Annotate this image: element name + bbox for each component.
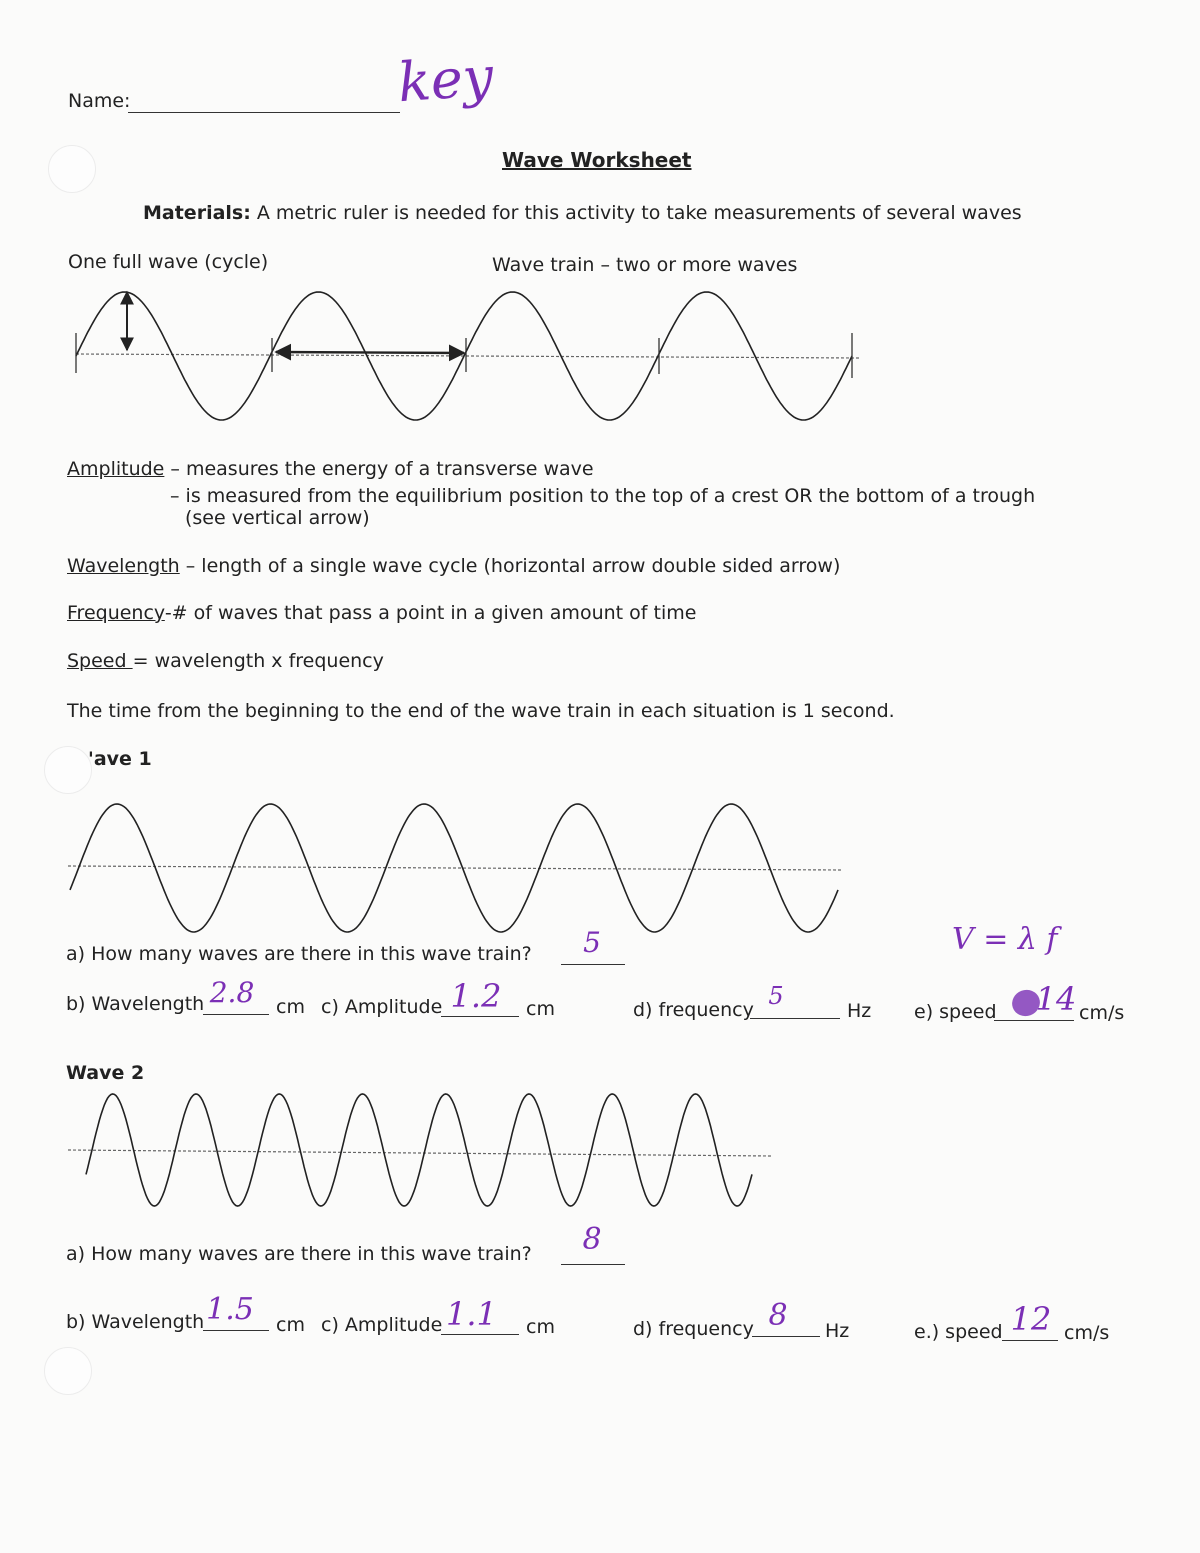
- wave2-answer-c: 1.1: [446, 1295, 497, 1333]
- wave1-answer-b: 2.8: [209, 976, 255, 1009]
- wave-train-label: Wave train – two or more waves: [492, 254, 798, 276]
- wave1-answer-a: 5: [583, 926, 601, 959]
- wave1-unit-b: cm: [276, 996, 305, 1018]
- wavelength-term: Wavelength: [67, 555, 180, 577]
- wavelength-text: – length of a single wave cycle (horizontal arrow double sided arrow): [179, 555, 841, 577]
- wave1-answer-d: 5: [768, 982, 784, 1010]
- wave2-question-c: c) Amplitude: [321, 1314, 443, 1336]
- wave2-unit-e: cm/s: [1064, 1322, 1110, 1344]
- wave2-answer-d: 8: [768, 1298, 788, 1333]
- wave1-question-b: b) Wavelength: [66, 993, 205, 1015]
- wave1-unit-d: Hz: [847, 1000, 872, 1022]
- wave2-answer-d-line: [752, 1336, 820, 1337]
- wave2-unit-b: cm: [276, 1314, 305, 1336]
- wave2-answer-b-line: [203, 1330, 269, 1331]
- amplitude-term: Amplitude: [67, 458, 165, 480]
- amplitude-text: – measures the energy of a transverse wave: [164, 458, 594, 480]
- wave2-question-e: e.) speed: [914, 1321, 1003, 1343]
- wave2-unit-c: cm: [526, 1316, 555, 1338]
- speed-term: Speed: [67, 650, 133, 672]
- wave1-question-e: e) speed: [914, 1001, 997, 1023]
- formula-note: V = λ f: [952, 922, 1058, 957]
- wave1-question-d: d) frequency: [633, 999, 754, 1021]
- wave2-question-d: d) frequency: [633, 1318, 754, 1340]
- frequency-text: -# of waves that pass a point in a given amount of time: [164, 602, 697, 624]
- wave2-answer-a-line: [561, 1264, 625, 1265]
- wave2-question-a: a) How many waves are there in this wave train?: [66, 1243, 532, 1265]
- wave1-unit-e: cm/s: [1079, 1002, 1125, 1024]
- materials-text: A metric ruler is needed for this activity to take measurements of several waves: [256, 202, 1022, 224]
- wave2-answer-c-line: [441, 1334, 519, 1335]
- wave2-answer-e: 12: [1010, 1300, 1052, 1338]
- wave2-unit-d: Hz: [825, 1320, 850, 1342]
- wave2-answer-b: 1.5: [206, 1292, 254, 1327]
- wave2-curve: [86, 1094, 752, 1206]
- amplitude-definition-line3: (see vertical arrow): [185, 507, 370, 529]
- wave1-unit-c: cm: [526, 998, 555, 1020]
- wave1-heading: 'ave 1: [88, 748, 152, 770]
- wave2-answer-a: 8: [582, 1222, 602, 1257]
- name-handwritten-value: key: [395, 44, 496, 115]
- wave1-question-c: c) Amplitude: [321, 996, 443, 1018]
- time-note: The time from the beginning to the end of the wave train in each situation is 1 second.: [67, 700, 895, 722]
- page-title: Wave Worksheet: [502, 148, 692, 172]
- one-full-wave-label: One full wave (cycle): [68, 251, 269, 273]
- materials-label: Materials:: [143, 202, 251, 224]
- wave2-heading: Wave 2: [66, 1062, 145, 1084]
- wave2-question-b: b) Wavelength: [66, 1311, 205, 1333]
- name-label: Name:: [68, 90, 131, 112]
- speed-text: = wavelength x frequency: [132, 650, 384, 672]
- wave1-answer-c: 1.2: [450, 977, 502, 1015]
- wave1-question-a: a) How many waves are there in this wave train?: [66, 943, 532, 965]
- wave2-answer-e-line: [1002, 1340, 1058, 1341]
- amplitude-definition-line2: – is measured from the equilibrium position to the top of a crest OR the bottom of a trough: [170, 485, 1036, 507]
- frequency-term: Frequency: [67, 602, 165, 624]
- wave1-answer-e: 14: [1035, 980, 1077, 1018]
